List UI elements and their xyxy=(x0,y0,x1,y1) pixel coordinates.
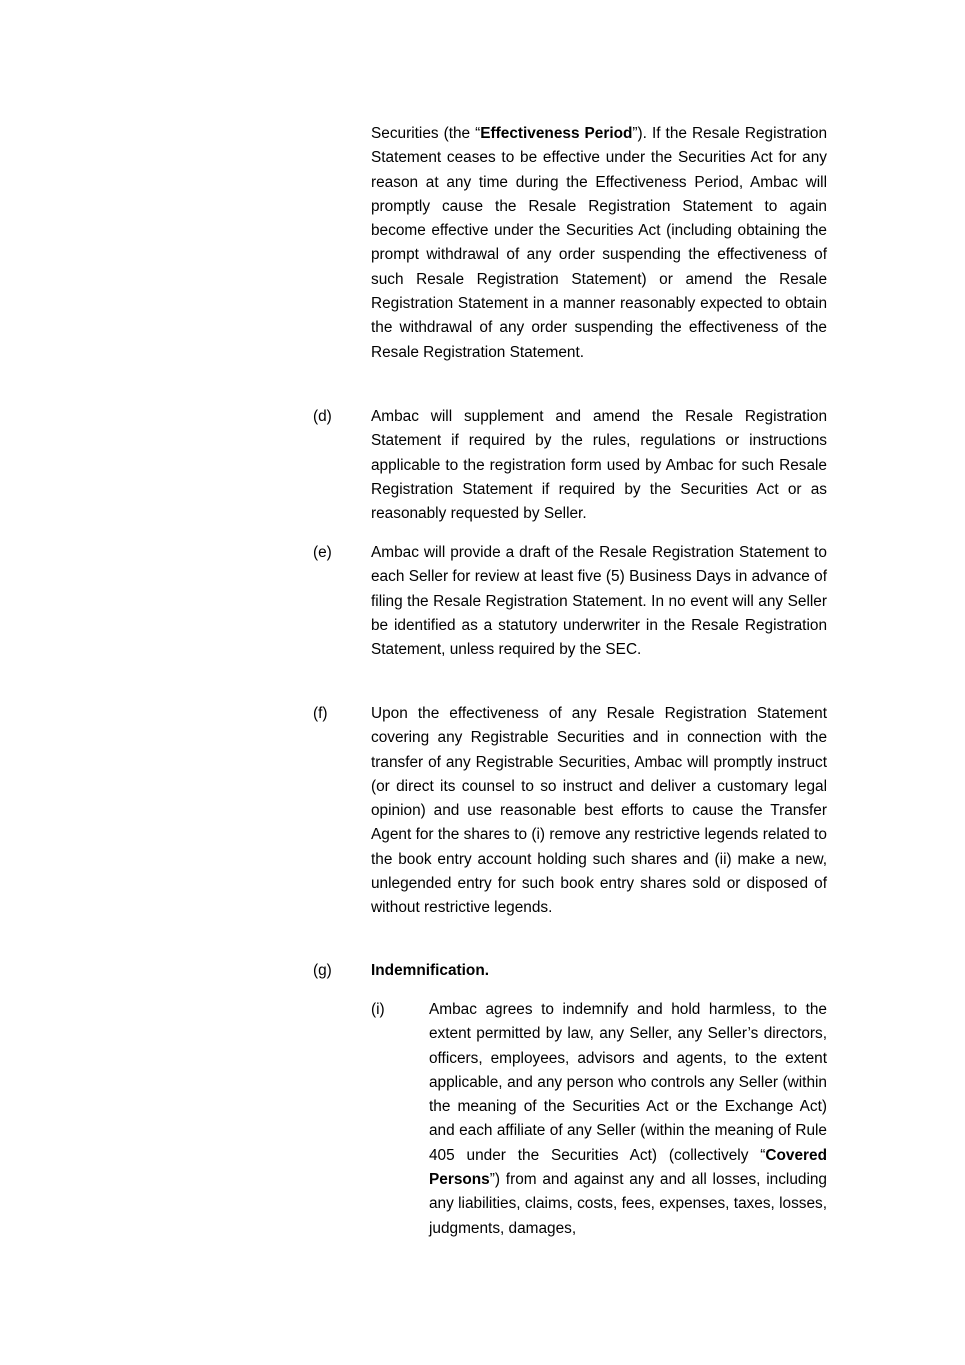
clause-g-i-text: Ambac agrees to indemnify and hold harmless, to the extent permitted by law, any Seller, any Seller’s directors, officers, employees, advisors and agents, to the extent applicable, and any person who controls any Seller (within the meaning of the Securities Act or the Exchange Act) and each affiliate of any Seller (within the meaning of Rule 405 under the Securities Act) (collectively “Covered Persons”) from and against any and all losses, including any liabilities, claims, costs, fees, expenses, taxes, losses, judgments, damages, xyxy=(429,1001,827,1237)
clause-d-label: (d) xyxy=(313,408,332,425)
defined-term-effectiveness-period: Effectiveness Period xyxy=(480,125,633,142)
clause-f xyxy=(371,702,827,921)
clause-g-i-label: (i) xyxy=(371,1001,385,1018)
clause-e-label: (e) xyxy=(313,544,332,561)
indemnification-heading: Indemnification. xyxy=(371,962,489,979)
clause-e-text: Ambac will provide a draft of the Resale Registration Statement to each Seller for review at least five (5) Business Days in advance of filing the Resale Registration Statement. In no event will any Seller be identified as a statutory underwriter in the Resale Registration Statement, unless required by the SEC. xyxy=(371,544,827,659)
clause-g-i xyxy=(429,998,827,1241)
clause-g-heading xyxy=(371,959,827,983)
clause-g-label: (g) xyxy=(313,962,332,979)
clause-f-text: Upon the effectiveness of any Resale Registration Statement covering any Registrable Securities and in connection with the transfer of any Registrable Securities, Ambac will promptly instruct (or direct its counsel to so instruct and deliver a customary legal opinion) and use reasonable best efforts to cause the Transfer Agent for the shares to (i) remove any restrictive legends related to the book entry account holding such shares and (ii) make a new, unlegended entry for such book entry shares sold or disposed of without restrictive legends. xyxy=(371,705,827,917)
clause-d-text: Ambac will supplement and amend the Resale Registration Statement if required by the rules, regulations or instructions applicable to the registration form used by Ambac for such Resale Registration Statement if required by the Securities Act or as reasonably requested by Seller. xyxy=(371,408,827,523)
clause-f-label: (f) xyxy=(313,705,328,722)
clause-e xyxy=(371,541,827,662)
continuation-text: Securities (the “Effectiveness Period”). If the Resale Registration Statement ceases to be effective under the Securities Act for any reason at any time during the Effectiveness Period, Ambac will promptly cause the Resale Registration Statement to again become effective under the Securities Act (including obtaining the prompt withdrawal of any order suspending the effectiveness of such Resale Registration Statement) or amend the Resale Registration Statement in a manner reasonably expected to obtain the withdrawal of any order suspending the effectiveness of the Resale Registration Statement. xyxy=(371,125,828,361)
continuation-paragraph xyxy=(371,122,827,365)
defined-term-covered-persons: Covered Persons xyxy=(429,1146,827,1189)
clause-d xyxy=(371,405,827,526)
